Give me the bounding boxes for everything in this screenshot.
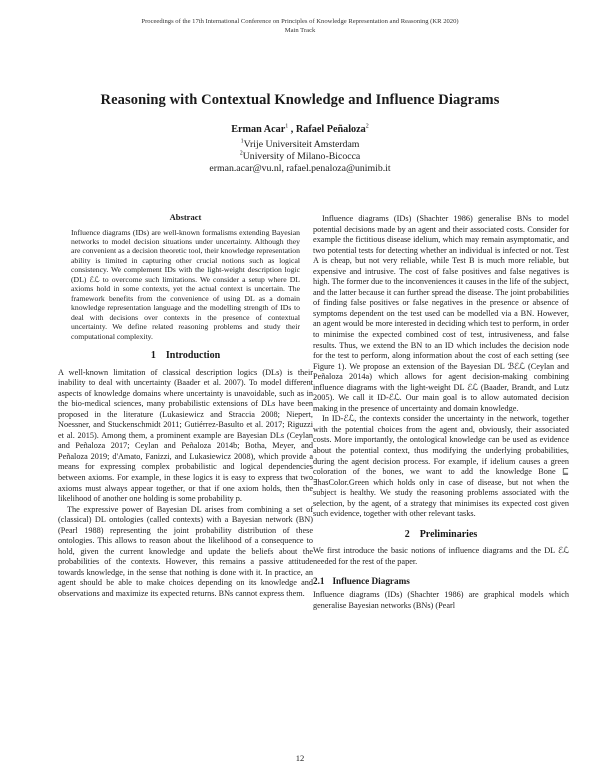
- section-heading: [313, 530, 569, 541]
- author-name: Erman Acar: [231, 124, 286, 135]
- section-number: 2: [404, 528, 410, 540]
- proceedings-header: [0, 17, 600, 35]
- section-title: Preliminaries: [419, 528, 478, 540]
- affiliation-1: $^1$Vrije Universiteit Amsterdam: [240, 138, 360, 150]
- subsection-heading: [313, 576, 569, 587]
- body-paragraph: In ID-ℰℒ, the contexts consider the uncertainty in the network, together with the potential choices from the agent and, obviously, their associated costs. More importantly, the ontological knowledge can be used as evidence about the potential context, thus modifying the underlying probabilities, during the agent decision process. For example, if idelium causes a green coloration of the bones, we want to add the knowledge Bone ⊑ ∃hasColor.Green which holds only in case of disease, but not when the subject is healthy. We study the reasoning problems associated with the selection, by the agent, of a strategy that minimises its expected cost given such evidence, together with other relevant tasks.: [313, 414, 569, 519]
- author-sup: 1: [285, 123, 289, 130]
- section-number: 1: [150, 349, 156, 361]
- abstract-heading: Abstract: [169, 212, 202, 222]
- body-paragraph: We first introduce the basic notions of influence diagrams and the DL ℰℒ needed for the rest of the paper.: [313, 546, 569, 566]
- body-paragraph: Influence diagrams (IDs) (Shachter 1986) generalise BNs to model potential decisions made by an agent and their associated costs. Consider for example the fictitious disease idelium, which may remain asymptomatic, and two potential tests for detecting whether an individual is infected or not. Test A is cheap, but not very reliable, while Test B is much more reliable, but expensive and intrusive. The cost of false positives and false negatives is high. The former due to the inconveniences it causes in the life of the subject, and the latter because it can further spread the disease. The joint probabilities of finding false positives or false negatives in the presence or absence of symptoms dependent on the test used can be modelled via a BN. However, an agent would be more interested in deciding which test to perform, in order to minimise the expected combined cost of test, intrusiveness, and false results. Thus, we extend the BN to an ID which includes the decision node for the test to perform, along information about the cost of each setting (see Figure 1). We propose an extension of the Bayesian DL ℬℰℒ (Ceylan and Peñaloza 2014a) which allows for agent decision-making combining influence diagrams with the light-weight DL ℰℒ (Baader, Brandt, and Lutz 2005). We call it ID-ℰℒ. Our main goal is to allow automated decision making in the presence of uncertainty and domain knowledge.: [313, 214, 569, 413]
- proceedings-line: Proceedings of the 17th International Conference on Principles of Knowledge Representation and Reasoning (KR 2020): [141, 18, 459, 25]
- body-paragraph: A well-known limitation of classical description logics (DLs) is their inability to deal with uncertainty (Baader et al. 2007). To model different aspects of knowledge domains where uncertainty is unavoidable, such as in the bio-medical sciences, many probabilistic extensions of DLs have been proposed in the literature (Lukasiewicz and Straccia 2008; Niepert, Noessner, and Stuckenschmidt 2011; Gutiérrez-Basulto et al. 2017; Riguzzi et al. 2015). Among them, a prominent example are Bayesian DLs (Ceylan and Peñaloza 2017; Ceylan and Peñaloza 2014b; Botha, Meyer, and Peñaloza 2019; d'Amato, Fanizzi, and Lukasiewicz 2008), which provide a means for expressing complex probabilistic and logical dependencies between axioms. For example, in these logics it is easy to express that two axioms must always appear together, or that if one axiom holds, then the likelihood of another one holding is some probability p.: [58, 367, 313, 504]
- author-emails: erman.acar@vu.nl, rafael.penaloza@unimib.it: [209, 163, 391, 174]
- affiliations: [0, 139, 600, 175]
- subsection-title: Influence Diagrams: [332, 575, 410, 586]
- author-sup: 2: [365, 123, 369, 130]
- author-separator: ,: [290, 124, 294, 135]
- body-paragraph: The expressive power of Bayesian DL arises from combining a set of (classical) DL ontologies (called contexts) with a Bayesian network (BN) (Pearl 1988) representing the joint probability distribution of these ontologies. This allows to reason about the likelihood of a consequence to hold, given the current knowledge and update the beliefs about the probabilities of the contexts. However, this remains a passive attitude towards knowledge, in the sense that nothing is done with it. In practice, an agent should be able to make choices depending on its knowledge and observations and maximize its expected returns. BNs cannot express them.: [58, 504, 313, 599]
- affiliation-2: $^2$University of Milano-Bicocca: [239, 150, 361, 162]
- section-title: Introduction: [165, 349, 221, 361]
- author-name: Rafael Peñaloza: [295, 124, 366, 135]
- body-paragraph: Influence diagrams (IDs) (Shachter 1986) are graphical models which generalise Bayesian networks (BNs) (Pearl: [313, 590, 569, 610]
- left-column: [58, 210, 313, 600]
- author-list: [0, 124, 600, 135]
- right-column: [313, 214, 569, 611]
- track-line: Main Track: [284, 27, 316, 34]
- paper-title: Reasoning with Contextual Knowledge and Influence Diagrams: [100, 92, 500, 108]
- page-number: 12: [295, 753, 305, 763]
- subsection-number: 2.1: [313, 575, 325, 586]
- abstract-text: Influence diagrams (IDs) are well-known formalisms extending Bayesian networks to model decision situations under uncertainty. Although they are convenient as a decision theoretic tool, their knowledge representation ability is limited in capturing other crucial notions such as logical consistency. We complement IDs with the light-weight description logic (DL) ℰℒ to overcome such limitations. We consider a setup where DL axioms hold in some contexts, yet the actual context is uncertain. The framework benefits from the convenience of using DL as a domain knowledge representation language and the modelling strength of IDs to deal with decisions over contexts in the presence of contextual uncertainty. We define related reasoning problems and study their computational complexity.: [71, 227, 300, 341]
- section-heading: [58, 351, 313, 362]
